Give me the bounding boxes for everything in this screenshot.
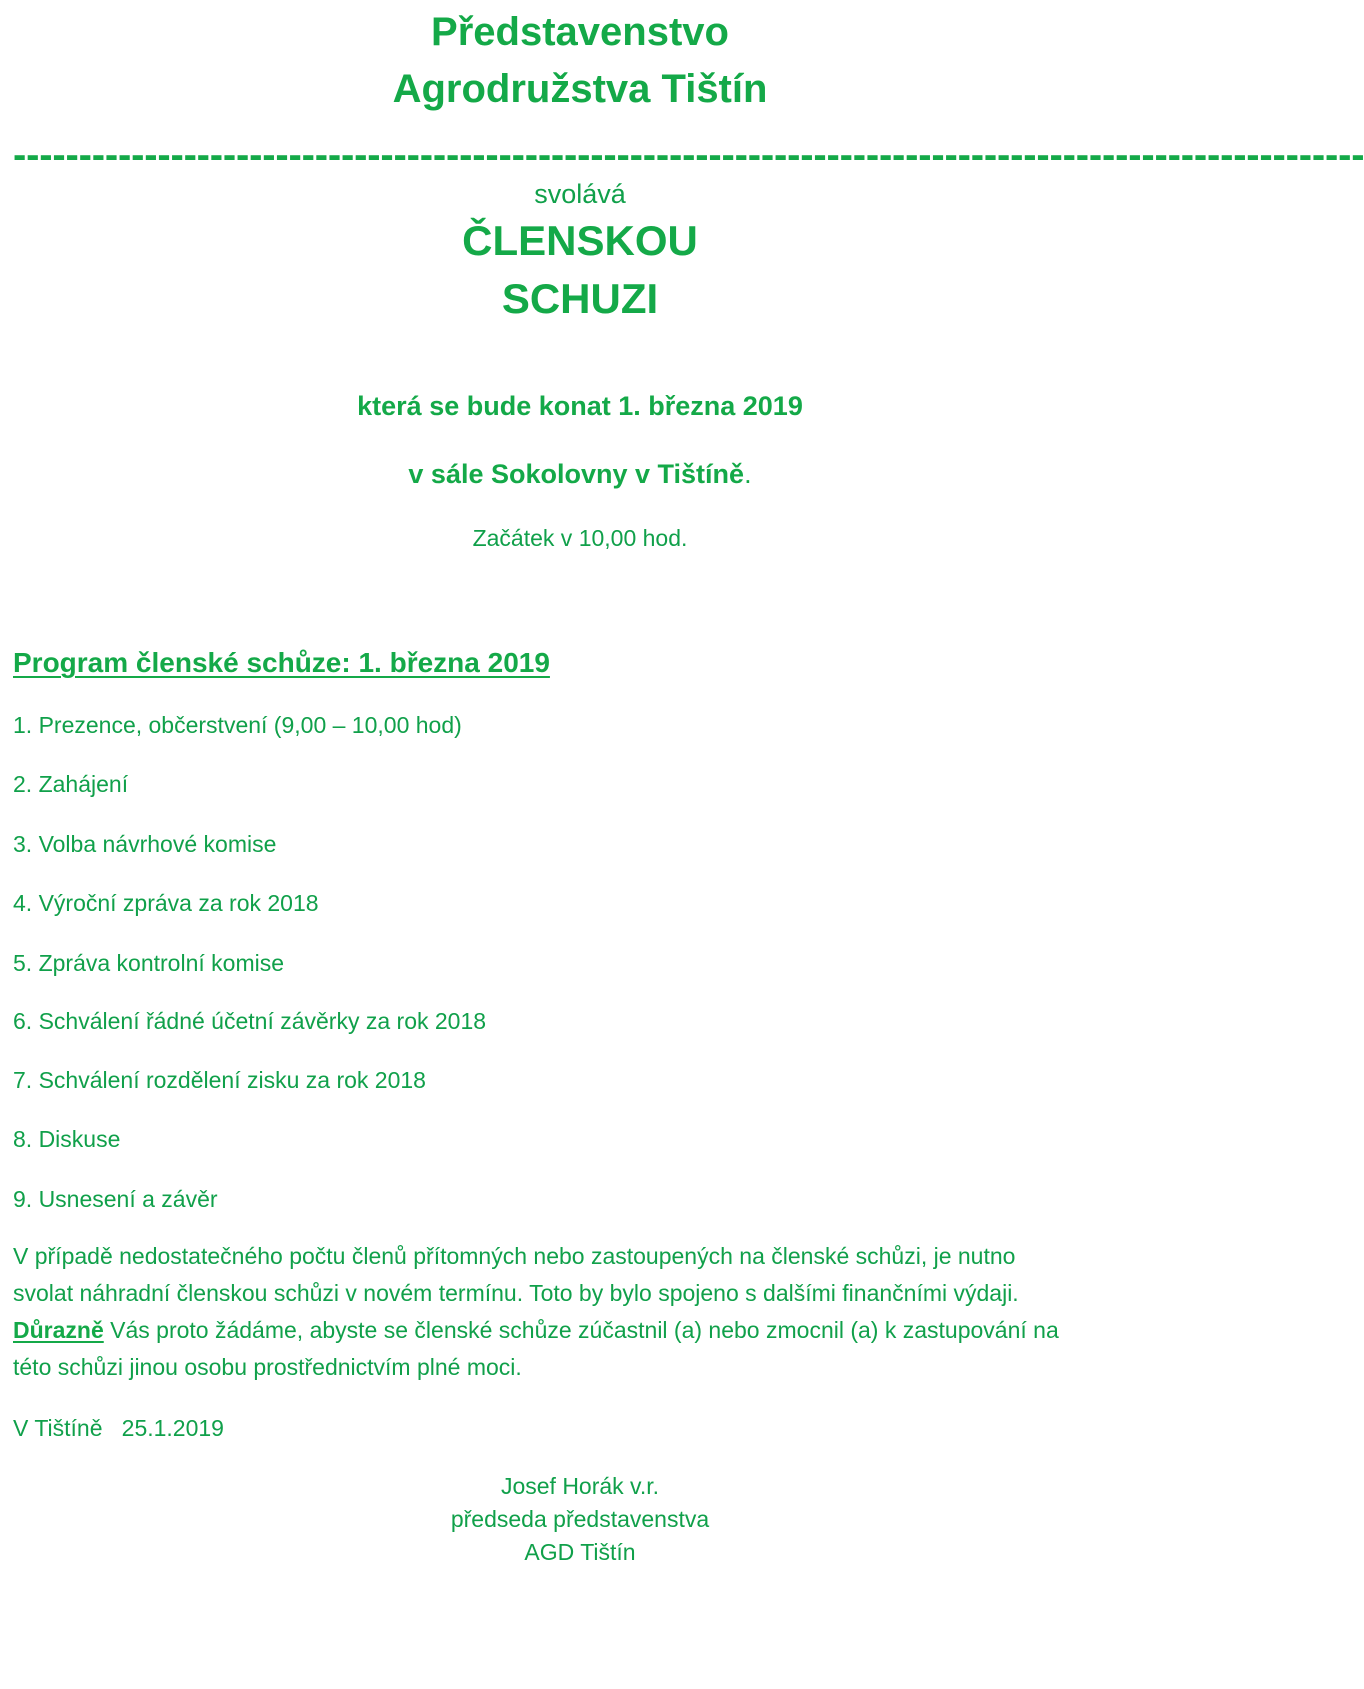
start-time-line: Začátek v 10,00 hod. [472,525,688,551]
notice-line2: svolat náhradní členskou schůzi v novém termínu. Toto by bylo spojeno s dalšími finančními výdaji. [13,1280,1019,1306]
program-item: 5. Zpráva kontrolní komise [13,950,285,976]
meeting-date-line: která se bude konat 1. března 2019 [357,391,803,421]
dashed-divider: ------------------------------------------------------------------------------------------------------- [13,133,1364,177]
signature-role: předseda představenstva [450,1506,710,1532]
program-item: 2. Zahájení [13,771,129,797]
notice-paragraph [13,1238,1153,1386]
org-title-line2: Agrodružstva Tištín [392,67,768,111]
place-date: V Tištíně 25.1.2019 [13,1415,224,1441]
notice-line4: této schůzi jinou osobu prostřednictvím plné moci. [13,1354,522,1380]
meeting-title-line1: ČLENSKOU [462,217,698,264]
program-item: 4. Výroční zpráva za rok 2018 [13,890,319,916]
meeting-title-line2: SCHUZI [501,275,659,322]
org-title-line1: Představenstvo [431,10,729,54]
signature-org: AGD Tištín [524,1539,636,1565]
meeting-place-text: v sále Sokolovny v Tištíně [408,459,745,489]
program-item: 3. Volba návrhové komise [13,831,277,857]
convenes-text: svolává [534,179,626,209]
program-item: 9. Usnesení a závěr [13,1186,218,1212]
program-item: 8. Diskuse [13,1126,121,1152]
meeting-place-line [0,456,1160,492]
program-item: 1. Prezence, občerstvení (9,00 – 10,00 hod) [13,712,462,738]
notice-line3-rest: Vás proto žádáme, abyste se členské schůze zúčastnil (a) nebo zmocnil (a) k zastupování na [103,1317,1059,1343]
program-item: 7. Schválení rozdělení zisku za rok 2018 [13,1067,426,1093]
notice-emphasis: Důrazně [13,1317,104,1343]
program-title: Program členské schůze: 1. března 2019 [13,647,550,678]
notice-line3 [13,1312,1153,1349]
signature-name: Josef Horák v.r. [500,1473,660,1499]
program-item: 6. Schválení řádné účetní závěrky za rok 2018 [13,1008,487,1034]
notice-line1: V případě nedostatečného počtu členů přítomných nebo zastoupených na členské schůzi, je nutno [13,1243,1016,1269]
meeting-place-period: . [744,459,752,489]
